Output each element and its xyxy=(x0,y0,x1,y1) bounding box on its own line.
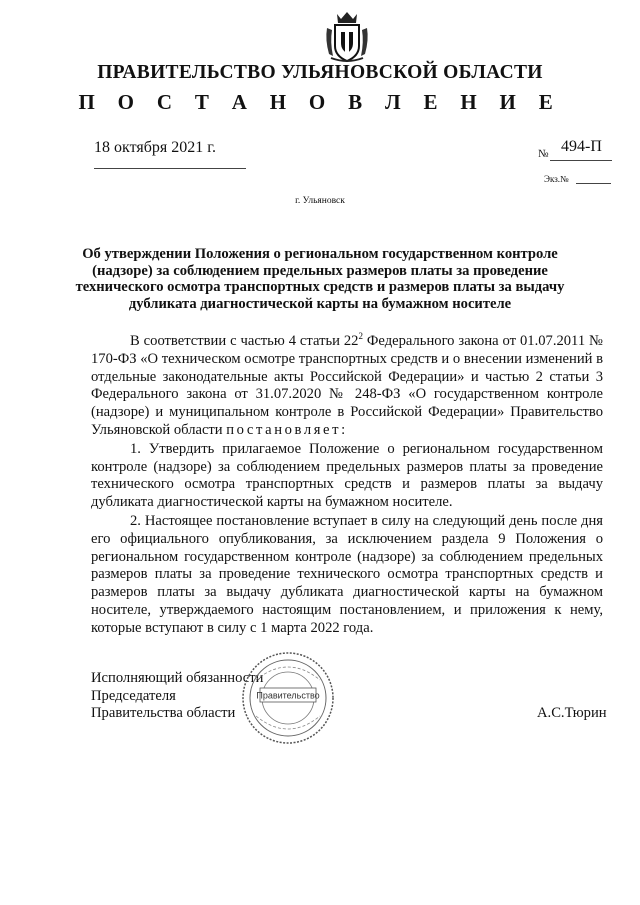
preamble-text-cont: Федерального закона от 01.07.2011 № 170-ФЗ «О техническом осмотре транспортных средств и о внесении изменений в отдельные законодательные акты Российской Федерации» и частью 2 статьи 3 Федерального закона от 31.07.2020 № 248-ФЗ «О государственном контроле (надзоре) и муниципальном контроле в Российской Федерации» Правительство Ульяновской области xyxy=(91,333,603,438)
document-body xyxy=(91,333,603,638)
signer-position-line-2: Председателя xyxy=(91,687,176,704)
document-number: 494-П xyxy=(561,138,602,155)
preamble-paragraph xyxy=(91,333,603,440)
signer-position-line-1: Исполняющий обязанности xyxy=(91,670,264,686)
org-name: ПРАВИТЕЛЬСТВО УЛЬЯНОВСКОЙ ОБЛАСТИ xyxy=(97,62,543,83)
city: г. Ульяновск xyxy=(295,196,345,206)
signature-block xyxy=(91,670,263,723)
item-1-paragraph: 1. Утвердить прилагаемое Положение о региональном государственном контроле (надзоре) за соблюдением предельных размеров платы за проведение технического осмотра транспортных средств и размеров платы за выдачу дубликата диагностической карты на бумажном носителе. xyxy=(91,440,603,511)
item-2-paragraph: 2. Настоящее постановление вступает в силу на следующий день после дня его официального опубликования, за исключением раздела 9 Положения о региональном государственном контроле (надзоре) за соблюдением предельных размеров платы за проведение технического осмотра транспортных средств и размеров платы за выдачу дубликата диагностической карты на бумажном носителе, утверждаемого настоящим постановлением, и приложения к нему, которые вступают в силу с 1 марта 2022 года. xyxy=(91,512,603,636)
date-underline xyxy=(94,168,246,169)
preamble-text: В соответствии с частью 4 статьи 22 xyxy=(130,333,359,349)
seal-label: Правительство xyxy=(256,690,320,701)
copy-number-label: Экз.№ xyxy=(544,174,569,184)
decree-word: постановляет xyxy=(226,421,342,438)
signer-name: А.С.Тюрин xyxy=(537,705,607,721)
document-title: Об утверждении Положения о региональном государственном контроле (надзоре) за соблюдением предельных размеров платы за проведение технического осмотра транспортных средств и размеров платы за выдачу дубликата диагностической карты на бумажном носителе xyxy=(75,246,565,312)
document-type: П О С Т А Н О В Л Е Н И Е xyxy=(78,90,562,114)
copy-number-underline xyxy=(576,183,611,184)
document-date: 18 октября 2021 г. xyxy=(94,139,216,156)
number-underline xyxy=(550,160,612,161)
number-sign: № xyxy=(538,148,549,160)
preamble-colon: : xyxy=(341,421,346,438)
official-seal-icon xyxy=(240,650,336,746)
signer-position-line-3: Правительства области xyxy=(91,705,236,721)
article-superscript: 2 xyxy=(358,331,363,342)
coat-of-arms-icon xyxy=(323,10,371,64)
